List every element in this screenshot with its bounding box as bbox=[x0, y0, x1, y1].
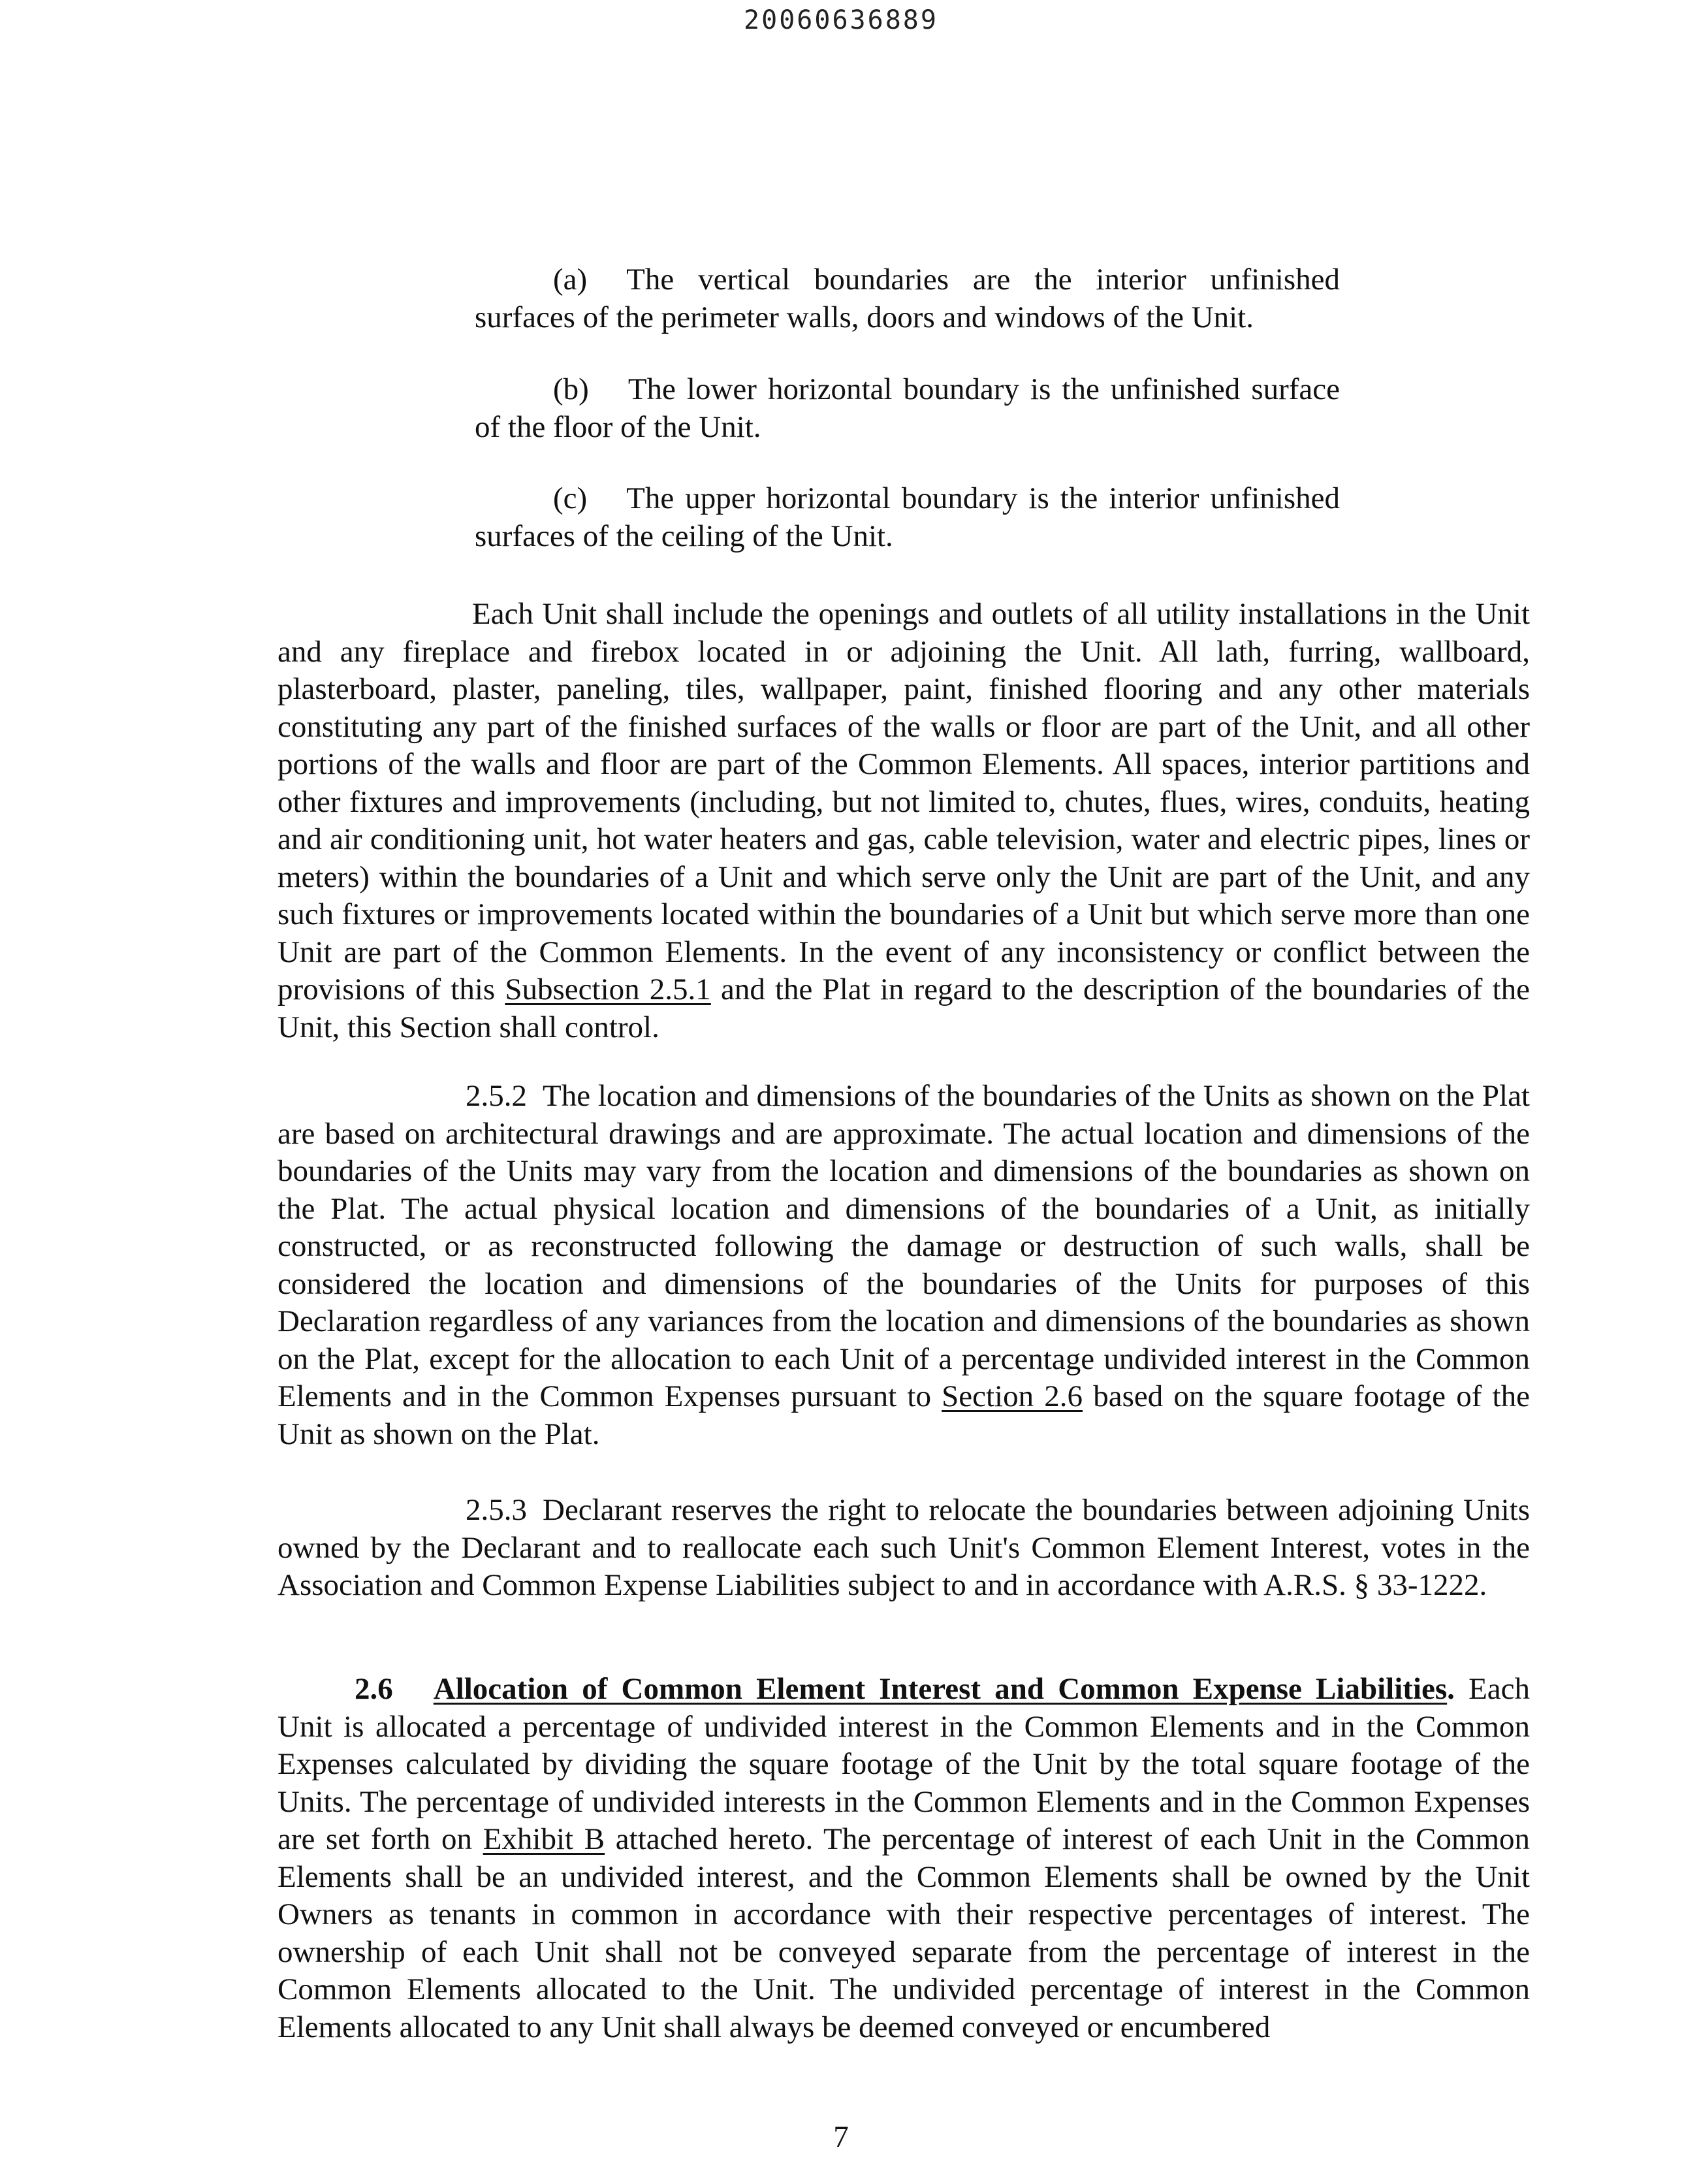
section-number-2-6: 2.6 bbox=[355, 1672, 393, 1706]
section-number-2-5-2: 2.5.2 bbox=[466, 1079, 527, 1113]
section-number-2-5-3: 2.5.3 bbox=[466, 1493, 527, 1527]
paragraph-2-5-3 bbox=[278, 1492, 1530, 1605]
subsection-a-text: The vertical boundaries are the interior unfinished surfaces of the perimeter walls, doors and windows of the Unit. bbox=[475, 263, 1340, 334]
section-2-6 bbox=[278, 1671, 1530, 2046]
subsection-c bbox=[475, 480, 1340, 555]
section-2-6-link[interactable]: Section 2.6 bbox=[942, 1379, 1083, 1413]
section-2-6-text-1: Each Unit is allocated a percentage of undivided interest in the Common Elements and in the Common Expenses calculated by dividing the square footage of the Unit by the total square footage of the Units. The percentage of undivided interests in the Common Elements and in the Common Expenses are set forth on bbox=[278, 1672, 1530, 1856]
paragraph-2-5-2 bbox=[278, 1078, 1530, 1453]
subsection-b bbox=[475, 371, 1340, 446]
subsection-b-text: The lower horizontal boundary is the unfinished surface of the floor of the Unit. bbox=[475, 372, 1340, 444]
page-number: 7 bbox=[833, 2120, 849, 2154]
subsection-c-text: The upper horizontal boundary is the interior unfinished surfaces of the ceiling of the Unit. bbox=[475, 481, 1340, 553]
document-number: 20060636889 bbox=[744, 5, 938, 35]
paragraph-unit-inclusions bbox=[278, 596, 1530, 1046]
subsection-c-label: (c) bbox=[553, 481, 588, 515]
paragraph-unit-text-2: and the Plat in regard to the description of the boundaries of the Unit, this Section shall control. bbox=[278, 972, 1530, 1044]
paragraph-2-5-2-text-2: based on the square footage of the Unit as shown on the Plat. bbox=[278, 1379, 1530, 1451]
subsection-b-label: (b) bbox=[553, 372, 589, 406]
section-2-6-heading-period: . bbox=[1447, 1672, 1455, 1706]
subsection-2-5-1-link[interactable]: Subsection 2.5.1 bbox=[505, 972, 711, 1006]
section-2-6-text-2: attached hereto. The percentage of interest of each Unit in the Common Elements shall be an undivided interest, and the Common Elements shall be owned by the Unit Owners as tenants in common in accordance with their respective percentages of interest. The ownership of each Unit shall not be conveyed separate from the percentage of interest in the Common Elements allocated to the Unit. The undivided percentage of interest in the Common Elements allocated to any Unit shall always be deemed conveyed or encumbered bbox=[278, 1822, 1531, 2044]
subsection-a-label: (a) bbox=[553, 263, 588, 297]
paragraph-2-5-3-text: Declarant reserves the right to relocate the boundaries between adjoining Units owned by the Declarant and to reallocate each such Unit's Common Element Interest, votes in the Association and Common Expense Liabilities subject to and in accordance with A.R.S. § 33-1222. bbox=[278, 1493, 1530, 1602]
subsection-a bbox=[475, 261, 1340, 336]
paragraph-2-5-2-text-1: The location and dimensions of the boundaries of the Units as shown on the Plat are based on architectural drawings and are approximate. The actual location and dimensions of the boundaries of the Units may vary from the location and dimensions of the boundaries as shown on the Plat. The actual physical location and dimensions of the boundaries of a Unit, as initially constructed, or as reconstructed following the damage or destruction of such walls, shall be considered the location and dimensions of the boundaries of the Units for purposes of this Declaration regardless of any variances from the location and dimensions of the boundaries as shown on the Plat, except for the allocation to each Unit of a percentage undivided interest in the Common Elements and in the Common Expenses pursuant to bbox=[278, 1079, 1530, 1413]
section-2-6-heading: Allocation of Common Element Interest and Common Expense Liabilities bbox=[433, 1672, 1448, 1706]
exhibit-b-link[interactable]: Exhibit B bbox=[483, 1822, 605, 1856]
paragraph-unit-text-1: Each Unit shall include the openings and outlets of all utility installations in the Unit and any fireplace and firebox located in or adjoining the Unit. All lath, furring, wallboard, plasterboard, plaster, paneling, tiles, wallpaper, paint, finished flooring and any other materials constituting any part of the finished surfaces of the walls or floor are part of the Unit, and all other portions of the walls and floor are part of the Common Elements. All spaces, interior partitions and other fixtures and improvements (including, but not limited to, chutes, flues, wires, conduits, heating and air conditioning unit, hot water heaters and gas, cable television, water and electric pipes, lines or meters) within the boundaries of a Unit and which serve only the Unit are part of the Unit, and any such fixtures or improvements located within the boundaries of a Unit but which serve more than one Unit are part of the Common Elements. In the event of any inconsistency or conflict between the provisions of this bbox=[278, 597, 1530, 1006]
